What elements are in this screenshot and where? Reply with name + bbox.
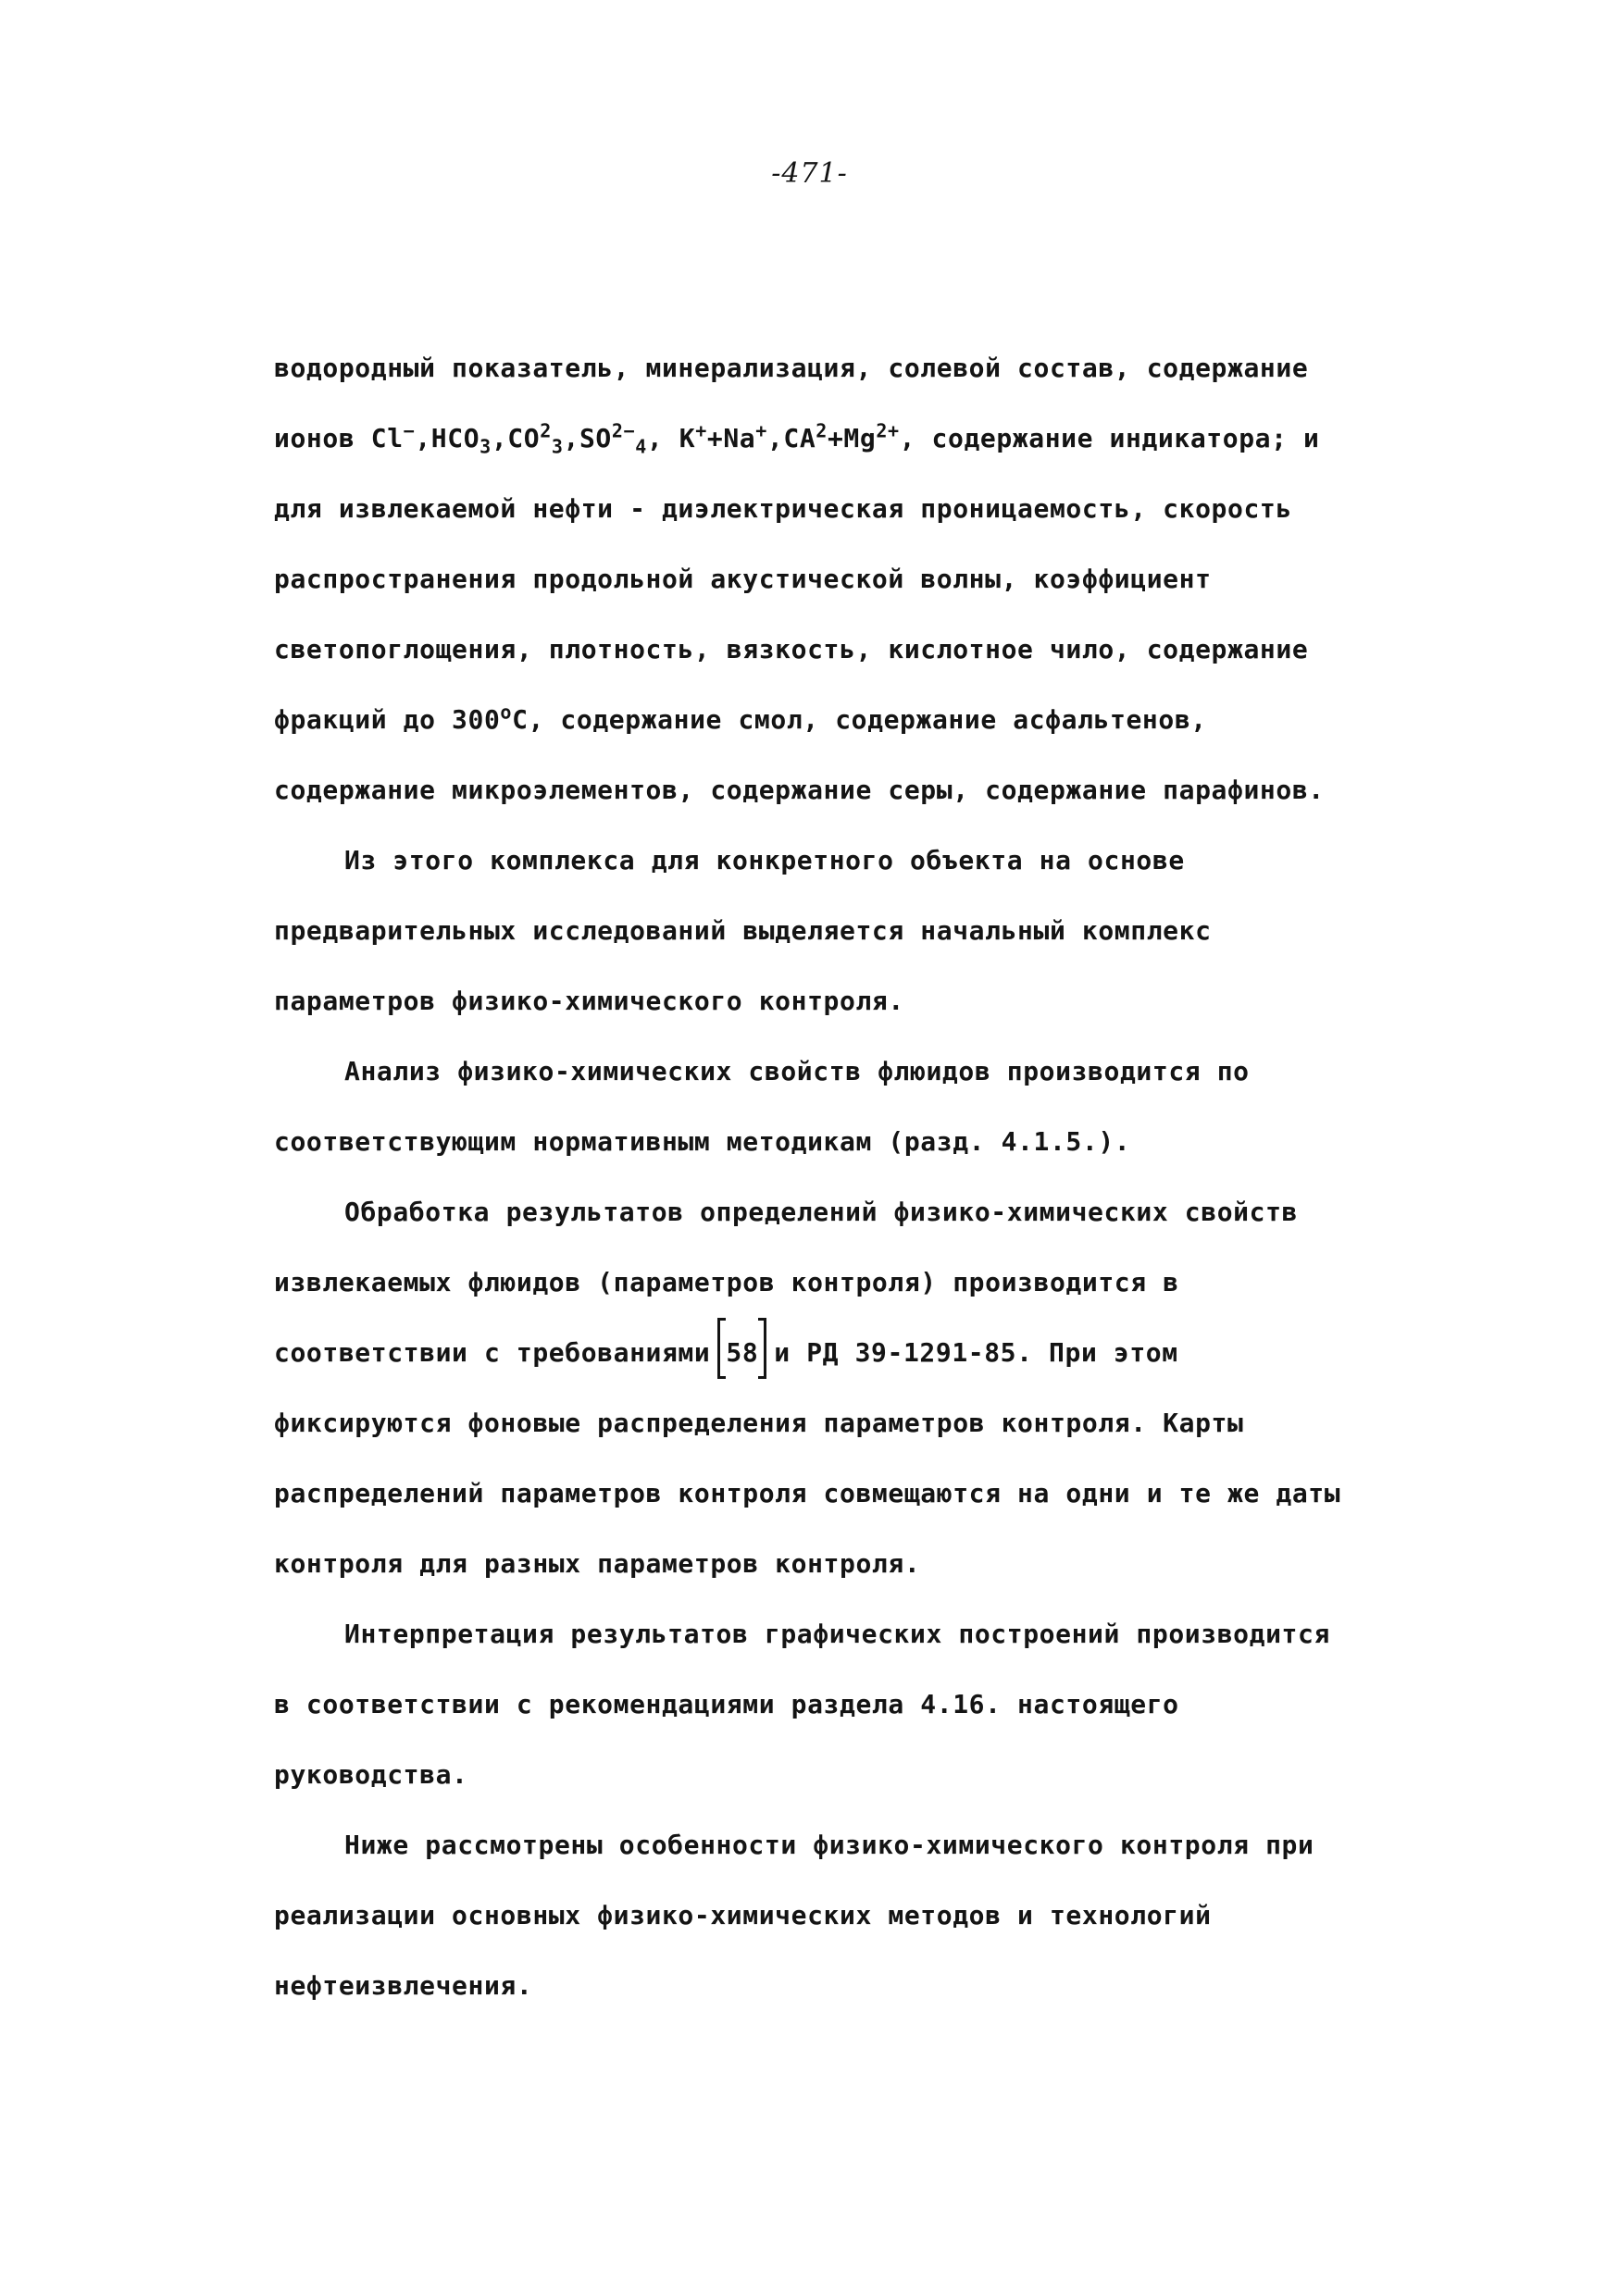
paragraph-processing — [274, 1177, 1376, 1599]
left-bracket — [717, 1318, 726, 1379]
paragraph-parameters-list — [274, 333, 1376, 825]
page-number: -471- — [771, 157, 848, 190]
text-line: водородный показатель, минерализация, солевой состав, содержание — [274, 353, 1309, 383]
temperature-line: фракций до 300$^o$C, содержание смол, содержание асфальтенов, — [274, 701, 1207, 735]
text-line: реализации основных физико-химических методов и технологий — [274, 1900, 1212, 1930]
text-line: нефтеизвлечения. — [274, 1970, 533, 2001]
text-line: распространения продольной акустической волны, коэффициент — [274, 564, 1212, 594]
reference-line: соответствии с требованиями 58 и РД 39-1291-85. При этом — [274, 1318, 1376, 1388]
paragraph-interpretation — [274, 1599, 1376, 1810]
document-body — [274, 333, 1376, 2021]
paragraph-methods — [274, 1810, 1376, 2021]
text-line: содержание микроэлементов, содержание серы, содержание парафинов. — [274, 775, 1325, 805]
text-line: предварительных исследований выделяется начальный комплекс — [274, 915, 1212, 946]
text-line: извлекаемых флюидов (параметров контроля) производится в — [274, 1267, 1179, 1297]
ions-line: ионов $Cl^-,HCO_3,CO^2_3,SO^{2-}_4$, $K^++Na^+,CA^2+Mg^{2+}$, содержание индикатора; и — [274, 419, 1320, 458]
text-line: Обработка результатов определений физико-химических свойств — [344, 1197, 1298, 1227]
text-line: руководства. — [274, 1759, 468, 1790]
text-line: распределений параметров контроля совмещаются на одни и те же даты — [274, 1478, 1341, 1508]
text-line: фиксируются фоновые распределения параметров контроля. Карты — [274, 1408, 1244, 1438]
text-line: контроля для разных параметров контроля. — [274, 1548, 921, 1579]
text-line: параметров физико-химического контроля. — [274, 986, 904, 1016]
paragraph-initial-complex — [274, 825, 1376, 1036]
text-line: Анализ физико-химических свойств флюидов производится по — [344, 1056, 1250, 1086]
text-line: Ниже рассмотрены особенности физико-химического контроля при — [344, 1830, 1314, 1860]
text-line: Из этого комплекса для конкретного объекта на основе — [344, 845, 1185, 875]
text-line: соответствующим нормативным методикам (разд. 4.1.5.). — [274, 1126, 1131, 1157]
text-line: в соответствии с рекомендациями раздела 4.16. настоящего — [274, 1689, 1179, 1719]
paragraph-analysis — [274, 1036, 1376, 1177]
text-line: Интерпретация результатов графических построений производится — [344, 1619, 1330, 1649]
text-line: для извлекаемой нефти - диэлектрическая проницаемость, скорость — [274, 493, 1292, 524]
right-bracket — [758, 1318, 766, 1379]
reference-number: 58 — [726, 1337, 759, 1368]
text-line: светопоглощения, плотность, вязкость, кислотное чило, содержание — [274, 634, 1309, 664]
